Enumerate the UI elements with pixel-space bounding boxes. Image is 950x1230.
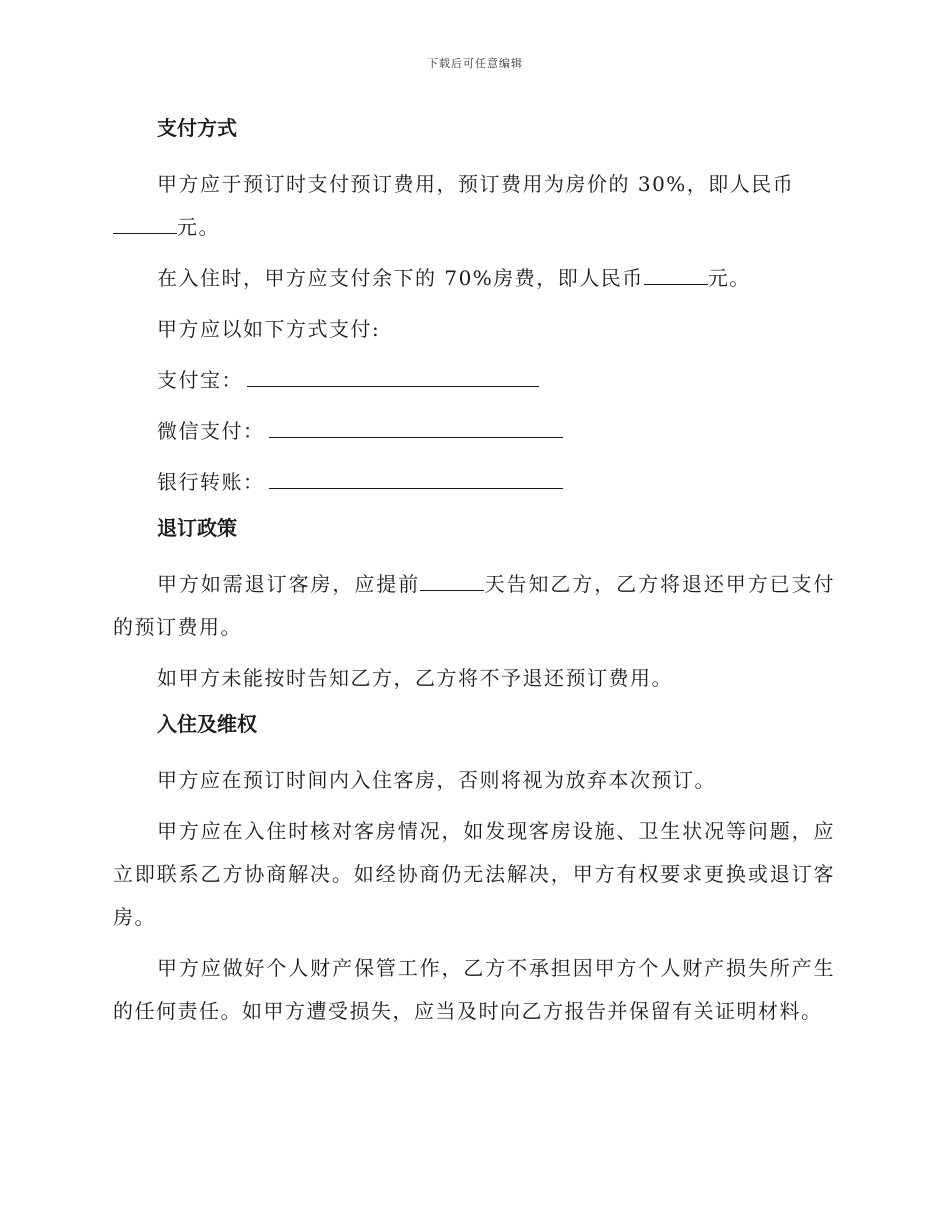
alipay-line xyxy=(113,359,835,402)
bank-label: 银行转账： xyxy=(157,470,265,494)
section-heading-payment: 支付方式 xyxy=(157,116,237,140)
alipay-label: 支付宝： xyxy=(157,368,243,392)
bank-blank[interactable] xyxy=(269,466,563,489)
balance-unit: 元。 xyxy=(707,266,751,290)
wechat-label: 微信支付： xyxy=(157,419,265,443)
balance-text: 在入住时，甲方应支付余下的 70%房费，即人民币 xyxy=(157,266,644,290)
no-refund-paragraph: 如甲方未能按时告知乙方，乙方将不予退还预订费用。 xyxy=(157,666,673,690)
alipay-blank[interactable] xyxy=(247,364,539,387)
checkin-paragraph-1: 甲方应在预订时间内入住客房，否则将视为放弃本次预订。 xyxy=(157,768,716,792)
deposit-amount-blank[interactable] xyxy=(113,211,177,234)
document-body xyxy=(113,112,835,1041)
balance-paragraph xyxy=(113,257,835,300)
methods-intro: 甲方应以如下方式支付: xyxy=(157,317,381,341)
section-heading-checkin: 入住及维权 xyxy=(157,712,257,736)
wechat-line xyxy=(113,410,835,453)
checkin-paragraph-3: 甲方应做好个人财产保管工作，乙方不承担因甲方个人财产损失所产生的任何责任。如甲方遭受损失，应当及时向乙方报告并保留有关证明材料。 xyxy=(113,956,835,1023)
checkin-paragraph-2: 甲方应在入住时核对客房情况，如发现客房设施、卫生状况等问题，应立即联系乙方协商解决。如经协商仍无法解决，甲方有权要求更换或退订客房。 xyxy=(113,819,835,929)
deposit-paragraph xyxy=(113,163,835,249)
refund-notice-text-a: 甲方如需退订客房，应提前 xyxy=(157,572,421,596)
bank-line xyxy=(113,461,835,504)
refund-notice-paragraph xyxy=(113,563,835,649)
wechat-blank[interactable] xyxy=(269,415,563,438)
section-heading-refund: 退订政策 xyxy=(157,516,237,540)
notice-days-blank[interactable] xyxy=(420,568,484,591)
page-header-note: 下载后可任意编辑 xyxy=(427,57,523,70)
deposit-text: 甲方应于预订时支付预订费用，预订费用为房价的 30%，即人民币 xyxy=(157,172,795,196)
refund-notice-text-b: 天告知乙方，乙方将退还甲方已支付的预订费用。 xyxy=(113,572,836,639)
deposit-unit: 元。 xyxy=(177,215,220,239)
balance-amount-blank[interactable] xyxy=(644,262,708,285)
